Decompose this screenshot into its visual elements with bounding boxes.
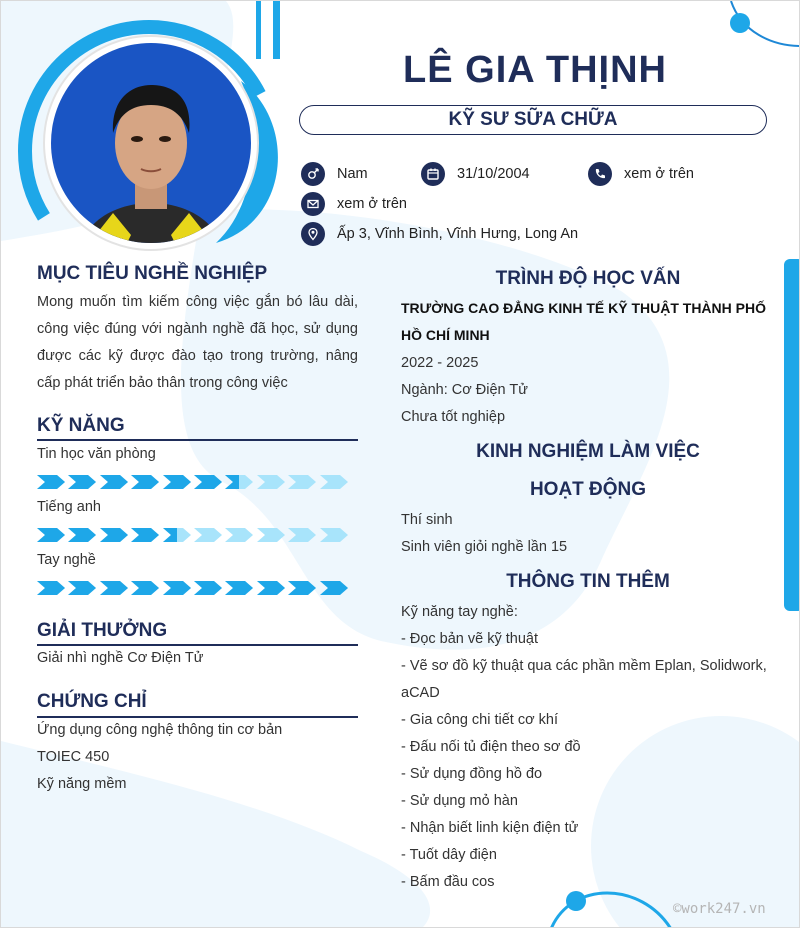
skill-arrow [288, 581, 316, 595]
birthday-value: 31/10/2004 [457, 166, 530, 182]
skill-rating-2 [37, 581, 351, 595]
certificate-item: Ứng dụng công nghệ thông tin cơ bản [37, 722, 283, 738]
skill-arrow [100, 528, 128, 542]
skill-arrow [100, 581, 128, 595]
education-period: 2022 - 2025 [401, 355, 479, 371]
additional-item: - Sử dụng đồng hồ đo [401, 766, 543, 782]
skill-arrow [68, 528, 96, 542]
gender-value: Nam [337, 166, 368, 182]
skill-name-1: Tiếng anh [37, 499, 101, 515]
info-address [301, 222, 578, 246]
skill-name-2: Tay nghề [37, 552, 96, 568]
bottom-right-blob [591, 716, 800, 928]
phone-icon [588, 162, 612, 186]
skill-arrow [131, 475, 159, 489]
skill-arrow [288, 528, 316, 542]
skill-arrow [37, 475, 65, 489]
additional-item: - Đọc bản vẽ kỹ thuật [401, 631, 539, 647]
education-status: Chưa tốt nghiệp [401, 409, 506, 425]
calendar-icon [421, 162, 445, 186]
skill-arrow [225, 475, 253, 489]
additional-item: - Đấu nối tủ điện theo sơ đồ [401, 739, 581, 755]
additional-item: - Sử dụng mỏ hàn [401, 793, 518, 809]
additional-item: - Vẽ sơ đồ kỹ thuật qua các phần mềm Eplan, Solidwork, [401, 658, 767, 674]
skill-arrow [320, 475, 348, 489]
phone-value: xem ở trên [624, 166, 694, 182]
info-phone [588, 162, 694, 186]
skill-arrow [163, 528, 191, 542]
additional-item: aCAD [401, 685, 440, 701]
skill-arrow [163, 475, 191, 489]
info-gender [301, 162, 368, 186]
certificates-title: CHỨNG CHỈ [37, 691, 147, 712]
skill-arrow [320, 528, 348, 542]
skills-title: KỸ NĂNG [37, 415, 125, 436]
skill-arrow [257, 475, 285, 489]
skill-arrow [194, 528, 222, 542]
info-email [301, 192, 407, 216]
watermark: ©work247.vn [673, 901, 766, 917]
job-title: KỸ SƯ SỮA CHỮA [299, 105, 767, 135]
skills-divider [37, 439, 358, 441]
skill-arrow [68, 581, 96, 595]
top-right-dot [730, 13, 750, 33]
education-title: TRÌNH ĐỘ HỌC VẤN [495, 268, 681, 289]
additional-item: - Nhận biết linh kiện điện tử [401, 820, 579, 836]
activity-item: Thí sinh [401, 512, 453, 528]
awards-divider [37, 644, 358, 646]
skill-arrow [225, 528, 253, 542]
skill-arrow [37, 528, 65, 542]
bottom-left-blob [1, 741, 430, 928]
objective-text: Mong muốn tìm kiếm công việc gắn bó lâu dài, công việc đúng với ngành nghề đã học, sử dụng được các kỹ được đào tạo trong trường, nâng cấp phát triển bảo thân trong công việc [37, 294, 358, 391]
skill-name-0: Tin học văn phòng [37, 446, 156, 462]
skill-arrow [68, 475, 96, 489]
bottom-dot [566, 891, 586, 911]
additional-item: Kỹ năng tay nghề: [401, 604, 518, 620]
education-major: Ngành: Cơ Điện Tử [401, 382, 528, 398]
info-birthday [421, 162, 530, 186]
skill-arrow [131, 528, 159, 542]
skill-rating-1 [37, 528, 351, 542]
additional-item: - Bấm đầu cos [401, 874, 495, 890]
top-stripe-2 [273, 1, 280, 59]
certificate-item: Kỹ năng mềm [37, 776, 127, 792]
profile-photo [43, 35, 259, 251]
skill-arrow [194, 581, 222, 595]
skill-arrow [37, 581, 65, 595]
skill-arrow [320, 581, 348, 595]
skill-arrow [288, 475, 316, 489]
skill-arrow [100, 475, 128, 489]
gender-icon [301, 162, 325, 186]
activities-title: HOẠT ĐỘNG [529, 479, 647, 500]
award-item: Giải nhì nghề Cơ Điện Tử [37, 650, 204, 666]
skill-rating-0 [37, 475, 351, 489]
skill-arrow [163, 581, 191, 595]
experience-title: KINH NGHIỆM LÀM VIỆC [476, 441, 700, 462]
candidate-name: LÊ GIA THỊNH [403, 49, 667, 91]
school-name: TRƯỜNG CAO ĐẲNG KINH TẾ KỸ THUẬT THÀNH PHỐ HỒ CHÍ MINH [401, 300, 766, 343]
skill-arrow [131, 581, 159, 595]
skill-arrow [225, 581, 253, 595]
certificate-item: TOIEC 450 [37, 749, 110, 765]
address-value: Ấp 3, Vĩnh Bình, Vĩnh Hưng, Long An [337, 226, 579, 242]
awards-title: GIẢI THƯỞNG [37, 620, 168, 641]
activity-item: Sinh viên giỏi nghề lần 15 [401, 539, 568, 555]
additional-item: - Gia công chi tiết cơ khí [401, 712, 558, 728]
objective-title: MỤC TIÊU NGHỀ NGHIỆP [37, 263, 268, 284]
additional-item: - Tuốt dây điện [401, 847, 497, 863]
location-pin-icon [301, 222, 325, 246]
skill-arrow [194, 475, 222, 489]
right-bar [784, 259, 800, 611]
additional-title: THÔNG TIN THÊM [506, 571, 670, 592]
skill-arrow [257, 528, 285, 542]
skill-arrow [257, 581, 285, 595]
certificates-divider [37, 716, 358, 718]
email-value: xem ở trên [337, 196, 407, 212]
mail-icon [301, 192, 325, 216]
